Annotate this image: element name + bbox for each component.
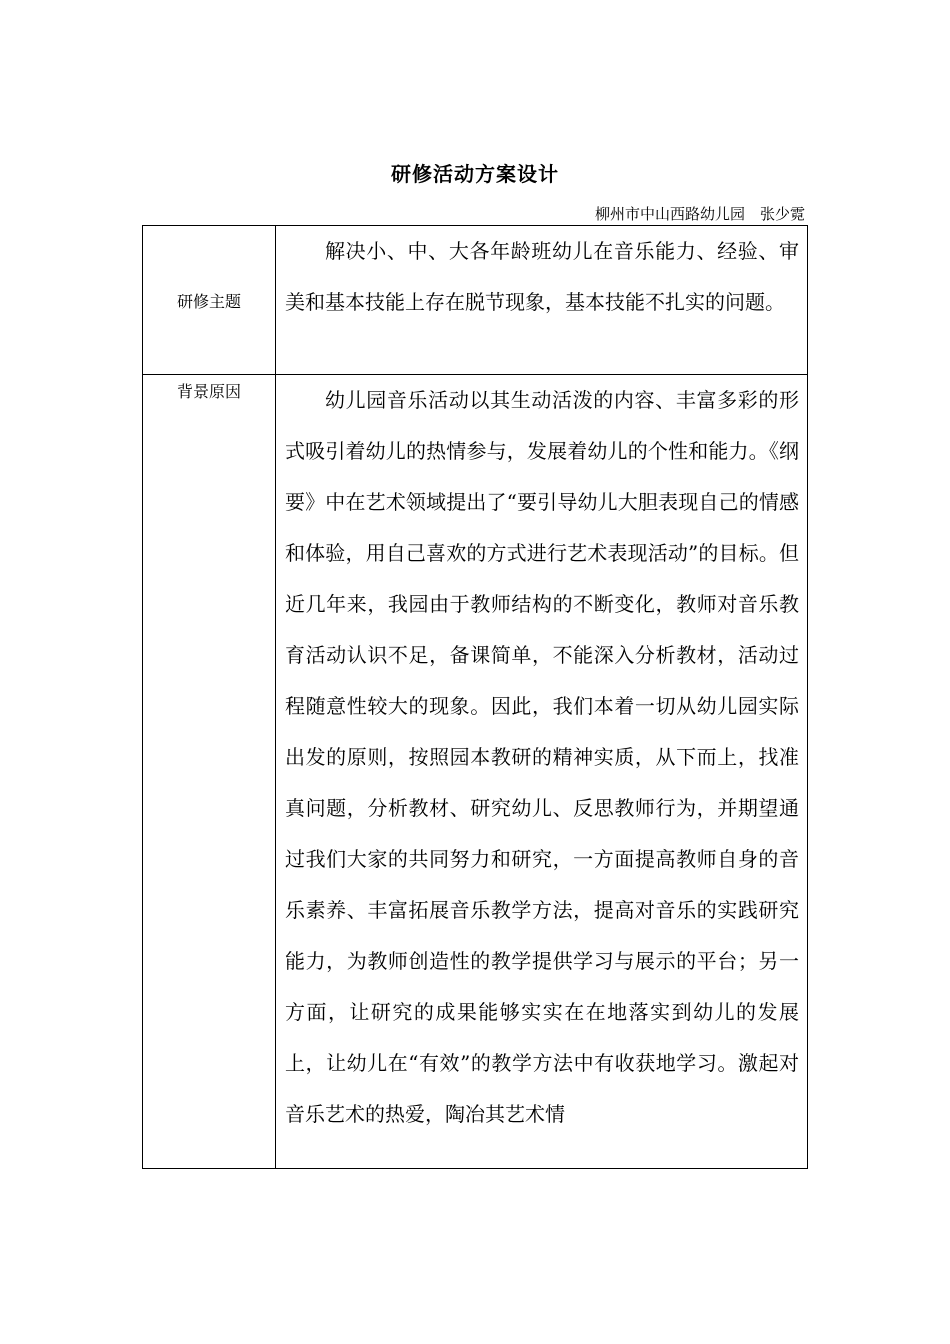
background-label: 背景原因 [143, 375, 276, 1169]
table-row-topic [143, 226, 808, 375]
topic-content: 解决小、中、大各年龄班幼儿在音乐能力、经验、审美和基本技能上存在脱节现象，基本技能不扎实的问题。 [276, 226, 808, 375]
document-title: 研修活动方案设计 [391, 162, 559, 186]
topic-label: 研修主题 [143, 226, 276, 375]
author-line: 柳州市中山西路幼儿园 张少霓 [594, 205, 805, 223]
background-content: 幼儿园音乐活动以其生动活泼的内容、丰富多彩的形式吸引着幼儿的热情参与，发展着幼儿的个性和能力。《纲要》中在艺术领域提出了“要引导幼儿大胆表现自己的情感和体验，用自己喜欢的方式进行艺术表现活动”的目标。但近几年来，我园由于教师结构的不断变化，教师对音乐教育活动认识不足，备课简单，不能深入分析教材，活动过程随意性较大的现象。因此，我们本着一切从幼儿园实际出发的原则，按照园本教研的精神实质，从下而上，找准真问题，分析教材、研究幼儿、反思教师行为，并期望通过我们大家的共同努力和研究，一方面提高教师自身的音乐素养、丰富拓展音乐教学方法，提高对音乐的实践研究能力，为教师创造性的教学提供学习与展示的平台；另一方面，让研究的成果能够实实在在地落实到幼儿的发展上，让幼儿在“有效”的教学方法中有收获地学习。激起对音乐艺术的热爱，陶冶其艺术情 [276, 375, 808, 1169]
table-row-background [143, 375, 808, 1169]
plan-table [142, 225, 808, 1169]
